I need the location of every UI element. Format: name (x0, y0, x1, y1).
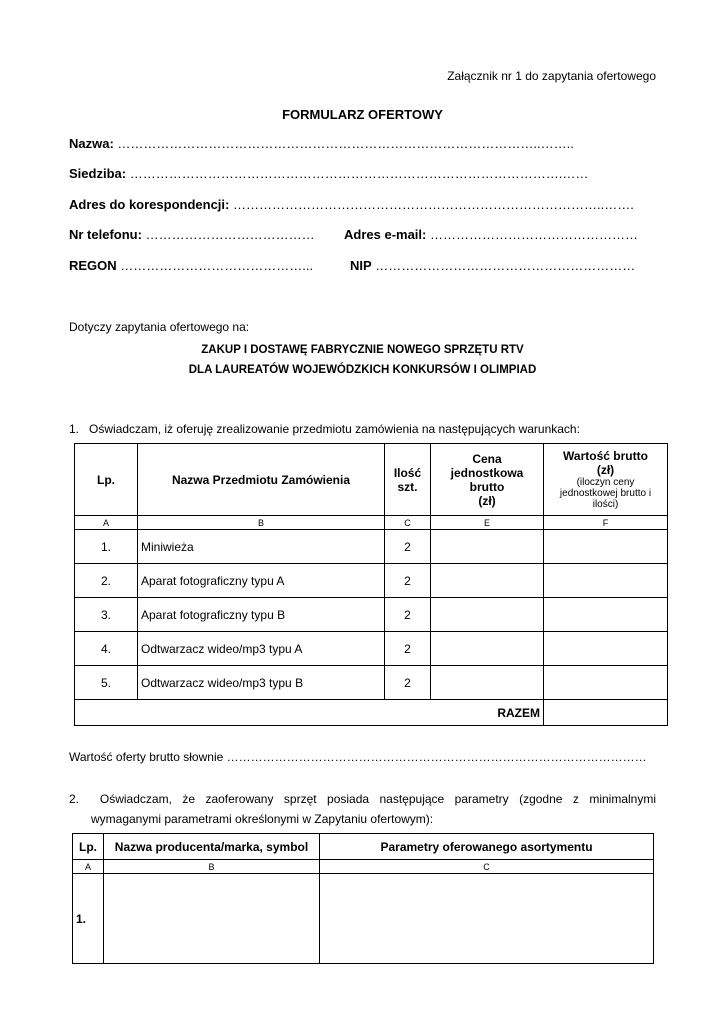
parameters-table (72, 833, 654, 964)
address-label: Adres do korespondencji: (69, 197, 230, 212)
row-name: Miniwieża (138, 530, 385, 564)
params-letter-c: C (320, 860, 654, 874)
section-1-statement (69, 422, 580, 436)
letter-c: C (385, 516, 431, 530)
address-field[interactable] (69, 197, 634, 212)
params-header-lp: Lp. (73, 834, 104, 860)
total-value-cell[interactable] (544, 700, 668, 726)
section-2-number: 2. (69, 792, 80, 806)
letter-a: A (75, 516, 138, 530)
regon-label: REGON (69, 258, 117, 273)
seat-label: Siedziba: (69, 166, 127, 181)
header-gross-value (544, 444, 668, 516)
name-dots: ……………………………………………………………………………………..…….. (117, 136, 574, 151)
row-unit-price-cell[interactable] (431, 530, 544, 564)
table-row (75, 564, 668, 598)
nip-label: NIP (350, 258, 372, 273)
section-2-text-1: Oświadczam, że zaoferowany sprzęt posiada następujące parametry (zgodne z minimalnymi (99, 792, 656, 806)
row-qty: 2 (385, 632, 431, 666)
phone-dots: ………………………………… (145, 227, 315, 242)
header-unit-price (431, 444, 544, 516)
row-gross-value-cell[interactable] (544, 564, 668, 598)
row-gross-value-cell[interactable] (544, 666, 668, 700)
table-row (75, 530, 668, 564)
letter-b: B (138, 516, 385, 530)
letter-e: E (431, 516, 544, 530)
row-unit-price-cell[interactable] (431, 632, 544, 666)
subject-line-2: DLA LAUREATÓW WOJEWÓDZKICH KONKURSÓW I OLIMPIAD (188, 364, 537, 376)
section-2-line-1 (69, 792, 656, 806)
header-lp: Lp. (75, 444, 138, 516)
page-title: FORMULARZ OFERTOWY (282, 107, 443, 122)
seat-dots: ……………………………………………………………………………………….…… (129, 166, 589, 181)
header-value-note: (iloczyn ceny jednostkowej brutto i ilości) (559, 477, 652, 510)
phone-field[interactable] (69, 227, 315, 242)
params-header-producer: Nazwa producenta/marka, symbol (104, 834, 320, 860)
name-field[interactable] (69, 136, 574, 151)
params-header-params: Parametry oferowanego asortymentu (320, 834, 654, 860)
email-field[interactable] (344, 227, 638, 242)
row-gross-value-cell[interactable] (544, 530, 668, 564)
seat-field[interactable] (69, 166, 588, 181)
annex-label: Załącznik nr 1 do zapytania ofertowego (447, 69, 656, 83)
regon-dots: ……………………………………... (120, 258, 314, 273)
header-price-l1: Cena (472, 451, 502, 466)
row-gross-value-cell[interactable] (544, 598, 668, 632)
header-qty-l2: szt. (397, 479, 418, 494)
table-row (73, 874, 654, 964)
section-2-text-2: wymaganymi parametrami określonymi w Zapytaniu ofertowym): (91, 812, 434, 826)
row-name: Aparat fotograficzny typu B (138, 598, 385, 632)
total-row (75, 700, 668, 726)
params-row-lp: 1. (73, 874, 104, 964)
header-price-l2: jednostkowa (450, 465, 524, 480)
nip-field[interactable] (350, 258, 635, 273)
row-name: Odtwarzacz wideo/mp3 typu B (138, 666, 385, 700)
phone-label: Nr telefonu: (69, 227, 142, 242)
concerns-text: Dotyczy zapytania ofertowego na: (69, 320, 250, 334)
name-label: Nazwa: (69, 136, 114, 151)
table-row (75, 666, 668, 700)
value-in-words-line[interactable]: Wartość oferty brutto słownie …………………………………………………………………………………………… (69, 750, 647, 764)
total-label: RAZEM (75, 700, 544, 726)
row-lp: 1. (75, 530, 138, 564)
params-letter-b: B (104, 860, 320, 874)
nip-dots: …………………………………………………… (375, 258, 636, 273)
header-qty (385, 444, 431, 516)
table-row (75, 598, 668, 632)
section-1-number: 1. (69, 422, 80, 436)
row-lp: 2. (75, 564, 138, 598)
column-letters-row (75, 516, 668, 530)
email-label: Adres e-mail: (344, 227, 427, 242)
section-1-text: Oświadczam, iż oferuję zrealizowanie przedmiotu zamówienia na następujących warunkach: (89, 422, 580, 436)
params-row-params-cell[interactable] (320, 874, 654, 964)
header-price-l3: brutto (469, 479, 505, 494)
row-qty: 2 (385, 530, 431, 564)
email-dots: ………………………………………… (430, 227, 638, 242)
header-price-l4: (zł) (478, 493, 496, 508)
params-row-producer-cell[interactable] (104, 874, 320, 964)
row-unit-price-cell[interactable] (431, 564, 544, 598)
row-qty: 2 (385, 598, 431, 632)
row-name: Odtwarzacz wideo/mp3 typu A (138, 632, 385, 666)
params-letter-a: A (73, 860, 104, 874)
table-row (75, 632, 668, 666)
row-lp: 4. (75, 632, 138, 666)
subject-line-1: ZAKUP I DOSTAWĘ FABRYCZNIE NOWEGO SPRZĘTU RTV (201, 344, 524, 356)
params-letters-row (73, 860, 654, 874)
header-value-l2: (zł) (596, 463, 615, 477)
row-gross-value-cell[interactable] (544, 632, 668, 666)
row-qty: 2 (385, 564, 431, 598)
row-name: Aparat fotograficzny typu A (138, 564, 385, 598)
row-lp: 5. (75, 666, 138, 700)
regon-field[interactable] (69, 258, 313, 273)
row-qty: 2 (385, 666, 431, 700)
row-unit-price-cell[interactable] (431, 666, 544, 700)
row-unit-price-cell[interactable] (431, 598, 544, 632)
header-name: Nazwa Przedmiotu Zamówienia (138, 444, 385, 516)
header-qty-l1: Ilość (393, 465, 422, 480)
order-table (74, 443, 668, 726)
letter-f: F (544, 516, 668, 530)
address-dots: …………………………………………………………………………..……. (233, 197, 634, 212)
row-lp: 3. (75, 598, 138, 632)
header-value-l1: Wartość brutto (563, 449, 648, 463)
